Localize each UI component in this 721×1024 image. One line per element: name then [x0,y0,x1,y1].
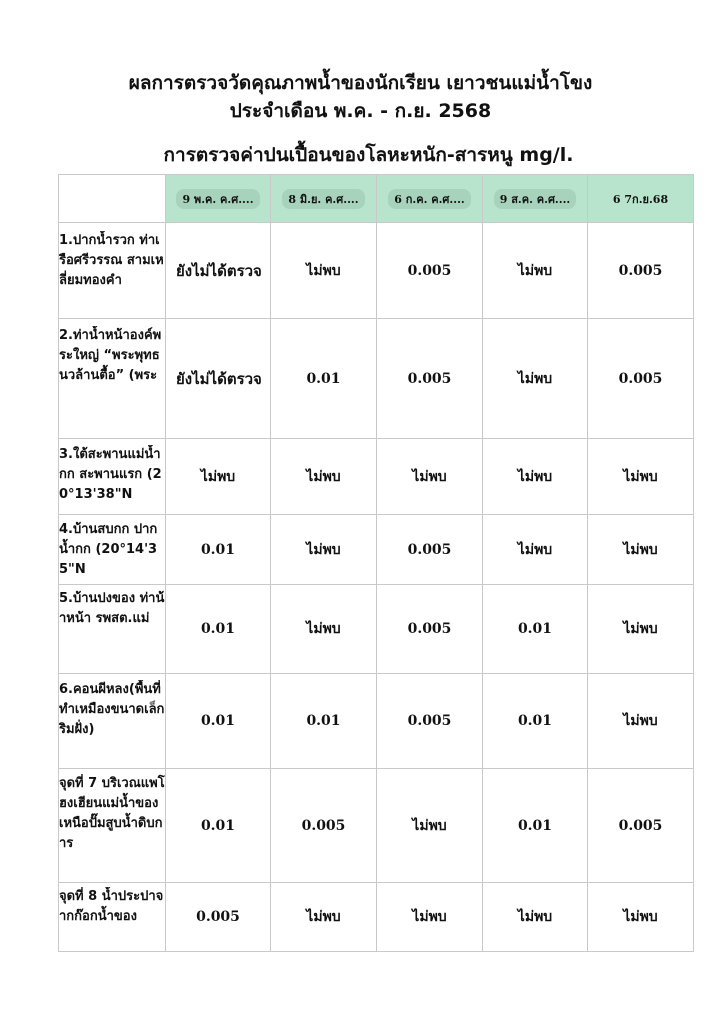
location-cell [59,585,166,674]
location-label: 4.บ้านสบกก ปากน้ำกก (20°14'35"N [59,521,158,577]
value-cell: ไม่พบ [377,883,483,952]
value-cell: ไม่พบ [377,439,483,515]
value-cell: ไม่พบ [483,515,588,585]
value-cell: ไม่พบ [271,515,377,585]
value-cell: ไม่พบ [271,883,377,952]
value-cell: 0.005 [166,883,271,952]
value-cell: 0.005 [377,319,483,439]
value-cell: ไม่พบ [588,515,694,585]
column-header-date: 8 มิ.ย. ค.ศ.... [282,189,364,209]
location-cell [59,439,166,515]
table-header-row [59,175,694,223]
value-cell: 0.01 [166,769,271,883]
value-cell: ไม่พบ [483,439,588,515]
location-cell [59,223,166,319]
value-cell: 0.005 [588,769,694,883]
value-cell: ไม่พบ [271,439,377,515]
table-row [59,585,694,674]
value-cell: 0.01 [271,319,377,439]
table-row [59,883,694,952]
value-cell: 0.005 [377,223,483,319]
value-cell: 0.005 [271,769,377,883]
value-cell: ไม่พบ [377,769,483,883]
value-cell: 0.005 [588,319,694,439]
location-label: 5.บ้านปงของ ท่าน้ำหน้า รพสต.แม่ [59,591,165,626]
value-cell: ไม่พบ [271,223,377,319]
table-row [59,769,694,883]
value-cell: 0.005 [377,674,483,769]
column-header-date: 9 พ.ค. ค.ศ.... [176,189,259,209]
value-cell: 0.005 [377,585,483,674]
table-row [59,674,694,769]
location-label: จุดที่ 8 น้ำประปาจากก๊อกน้ำของ [59,889,164,924]
location-label: 3.ใต้สะพานแม่น้ำกก สะพานแรก (20°13'38"N [59,446,162,502]
report-title: ผลการตรวจวัดคุณภาพน้ำของนักเรียน เยาวชนแม่น้ำโขง [128,72,593,94]
location-cell [59,769,166,883]
location-cell [59,674,166,769]
column-header [377,175,483,223]
column-header-date: 6 7ก.ย.68 [612,192,669,206]
value-cell: ยังไม่ได้ตรวจ [166,319,271,439]
results-table [58,174,694,952]
location-label: จุดที่ 7 บริเวณแพโฮงเฮียนแม่น้ำของ เหนือปั๊มสูบน้ำดิบการ [59,775,165,851]
column-header-date: 6 ก.ค. ค.ศ.... [388,189,470,209]
column-header [166,175,271,223]
value-cell: ไม่พบ [483,223,588,319]
value-cell: ไม่พบ [588,585,694,674]
value-cell: 0.01 [271,674,377,769]
table-row [59,515,694,585]
location-label: 6.คอนผีหลง(พื้นที่ทำเหมืองขนาดเล็กริมฝั่ง) [59,682,165,737]
value-cell: 0.005 [588,223,694,319]
header-corner-cell [59,175,166,223]
value-cell: 0.01 [166,674,271,769]
value-cell: ไม่พบ [166,439,271,515]
location-label: 2.ท่าน้ำหน้าองค์พระใหญ่ “พระพุทธนวล้านตื้อ” (พระ [59,327,162,383]
value-cell: 0.01 [483,585,588,674]
value-cell: ไม่พบ [588,883,694,952]
value-cell: ไม่พบ [271,585,377,674]
column-header [483,175,588,223]
value-cell: ไม่พบ [483,883,588,952]
column-header [271,175,377,223]
location-cell [59,515,166,585]
location-label: 1.ปากน้ำรวก ท่าเรือศรีวรรณ สามเหลี่ยมทองคำ [59,232,164,288]
value-cell: 0.01 [166,515,271,585]
value-cell: 0.01 [483,769,588,883]
value-cell: ไม่พบ [588,674,694,769]
value-cell: 0.01 [166,585,271,674]
table-row [59,319,694,439]
column-header-date: 9 ส.ค. ค.ศ.... [494,189,577,209]
location-cell [59,319,166,439]
report-subtitle: การตรวจค่าปนเปื้อนของโลหะหนัก-สารหนู mg/l. [163,144,574,166]
value-cell: ยังไม่ได้ตรวจ [166,223,271,319]
value-cell: ไม่พบ [483,319,588,439]
value-cell: 0.01 [483,674,588,769]
table-row [59,439,694,515]
value-cell: ไม่พบ [588,439,694,515]
location-cell [59,883,166,952]
report-period: ประจำเดือน พ.ค. - ก.ย. 2568 [229,100,492,122]
table-row [59,223,694,319]
column-header [588,175,694,223]
value-cell: 0.005 [377,515,483,585]
